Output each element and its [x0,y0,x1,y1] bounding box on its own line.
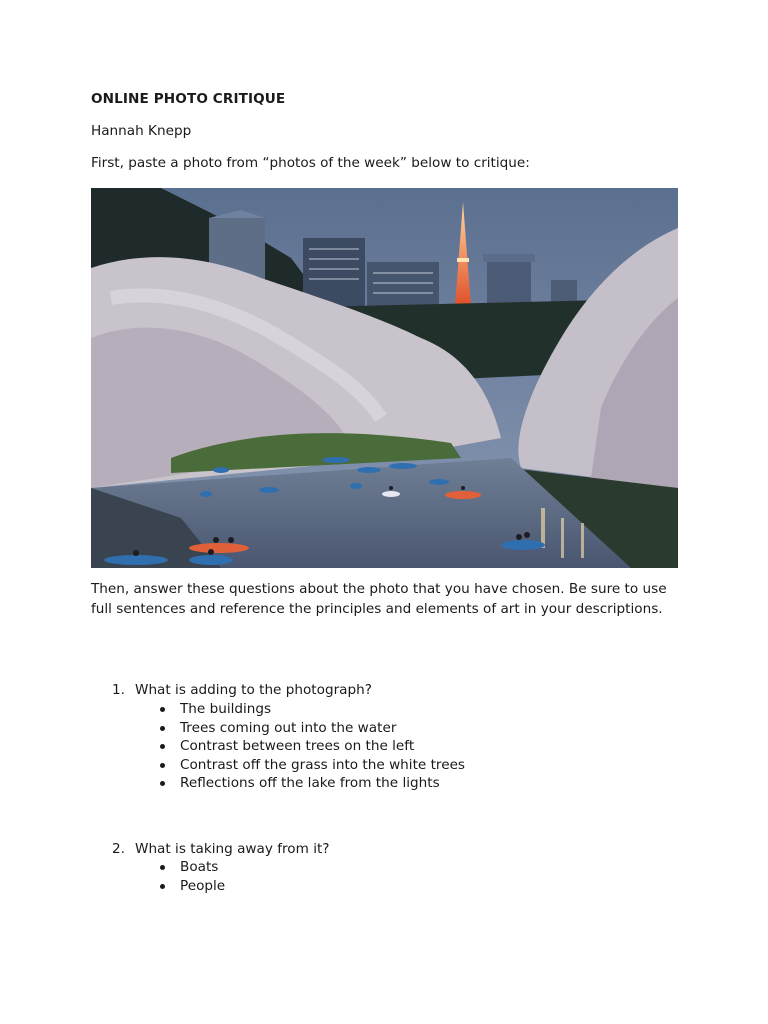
answer-list-2 [158,858,225,895]
bullet-icon [160,781,165,786]
list-item: Reflections off the lake from the lights [158,774,465,793]
document-title: ONLINE PHOTO CRITIQUE [91,91,286,107]
bullet-icon [160,726,165,731]
list-item: Contrast off the grass into the white trees [158,756,465,775]
bullet-icon [160,763,165,768]
question-text: What is adding to the photograph? [135,682,372,698]
bullet-icon [160,884,165,889]
list-item: Trees coming out into the water [158,719,465,738]
list-item: People [158,877,225,896]
author-name: Hannah Knepp [91,123,192,139]
question-2 [112,841,330,857]
critique-photo [91,188,678,568]
list-item: The buildings [158,700,465,719]
question-text: What is taking away from it? [135,841,330,857]
list-item: Boats [158,858,225,877]
answer-list-1 [158,700,465,793]
bullet-icon [160,707,165,712]
bullet-icon [160,865,165,870]
question-number: 1. [112,682,125,698]
list-item: Contrast between trees on the left [158,737,465,756]
bullet-icon [160,744,165,749]
question-number: 2. [112,841,125,857]
answer-instructions: Then, answer these questions about the photo that you have chosen. Be sure to use full sentences and reference the principles and elements of art in your descriptions. [91,581,667,617]
instruction-text: First, paste a photo from “photos of the week” below to critique: [91,155,530,171]
question-1 [112,682,372,698]
